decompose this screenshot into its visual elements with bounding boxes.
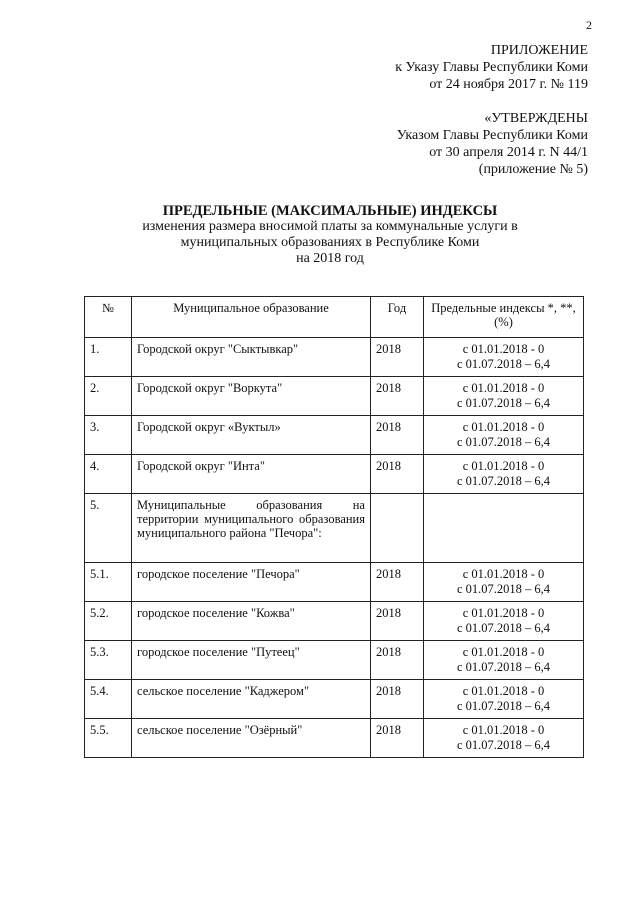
table-row	[85, 602, 584, 641]
row-num: 5.	[85, 494, 132, 563]
row-year: 2018	[371, 416, 424, 455]
header-num: №	[85, 297, 132, 338]
row-index	[424, 338, 584, 377]
index-from-jul: с 01.07.2018 – 6,4	[456, 435, 551, 449]
table-row	[85, 377, 584, 416]
row-year: 2018	[371, 641, 424, 680]
row-index	[424, 602, 584, 641]
row-index	[424, 719, 584, 758]
row-num: 5.1.	[85, 563, 132, 602]
index-from-jan: с 01.01.2018 - 0	[462, 381, 545, 395]
row-num: 4.	[85, 455, 132, 494]
row-index	[424, 416, 584, 455]
index-from-jul: с 01.07.2018 – 6,4	[456, 621, 551, 635]
header-index: Предельные индексы *, **, (%)	[424, 297, 584, 338]
index-from-jul: с 01.07.2018 – 6,4	[456, 738, 551, 752]
title-sub-1: изменения размера вносимой платы за коммунальные услуги в	[142, 219, 518, 234]
index-from-jul: с 01.07.2018 – 6,4	[456, 357, 551, 371]
row-municipality: городское поселение "Путеец"	[132, 641, 371, 680]
title-sub-2: муниципальных образованиях в Республике Коми	[180, 235, 480, 250]
approval-line-3: от 30 апреля 2014 г. N 44/1	[429, 145, 588, 160]
row-index	[424, 455, 584, 494]
index-from-jan: с 01.01.2018 - 0	[462, 459, 545, 473]
approval-header	[397, 110, 588, 178]
approval-line-1: «УТВЕРЖДЕНЫ	[484, 111, 588, 126]
index-from-jan: с 01.01.2018 - 0	[462, 420, 545, 434]
row-num: 5.2.	[85, 602, 132, 641]
row-index	[424, 377, 584, 416]
table-row	[85, 455, 584, 494]
index-from-jan: с 01.01.2018 - 0	[462, 567, 545, 581]
page-number: 2	[586, 18, 592, 32]
appendix-header	[395, 42, 588, 93]
table-row	[85, 416, 584, 455]
row-year: 2018	[371, 719, 424, 758]
row-num: 5.5.	[85, 719, 132, 758]
row-num: 5.4.	[85, 680, 132, 719]
index-from-jan: с 01.01.2018 - 0	[462, 684, 545, 698]
row-municipality: Городской округ «Вуктыл»	[132, 416, 371, 455]
row-num: 5.3.	[85, 641, 132, 680]
index-from-jul: с 01.07.2018 – 6,4	[456, 660, 551, 674]
row-municipality: городское поселение "Кожва"	[132, 602, 371, 641]
index-from-jan: с 01.01.2018 - 0	[462, 342, 545, 356]
row-year: 2018	[371, 338, 424, 377]
table-header-row	[85, 297, 584, 338]
title-sub-3: на 2018 год	[296, 251, 364, 266]
row-index	[424, 641, 584, 680]
table-row	[85, 563, 584, 602]
row-municipality: Городской округ "Инта"	[132, 455, 371, 494]
appendix-line-2: к Указу Главы Республики Коми	[395, 60, 588, 75]
row-num: 2.	[85, 377, 132, 416]
appendix-line-3: от 24 ноября 2017 г. № 119	[429, 77, 588, 92]
row-year: 2018	[371, 563, 424, 602]
row-year: 2018	[371, 602, 424, 641]
table-row	[85, 338, 584, 377]
appendix-line-1: ПРИЛОЖЕНИЕ	[490, 43, 588, 58]
header-municipality: Муниципальное образование	[132, 297, 371, 338]
row-index	[424, 494, 584, 563]
row-index	[424, 680, 584, 719]
index-from-jul: с 01.07.2018 – 6,4	[456, 396, 551, 410]
header-year: Год	[371, 297, 424, 338]
index-from-jan: с 01.01.2018 - 0	[462, 645, 545, 659]
table-row	[85, 680, 584, 719]
row-municipality: Городской округ "Сыктывкар"	[132, 338, 371, 377]
index-from-jan: с 01.01.2018 - 0	[462, 606, 545, 620]
row-year: 2018	[371, 377, 424, 416]
approval-line-2: Указом Главы Республики Коми	[396, 128, 588, 143]
title-main: ПРЕДЕЛЬНЫЕ (МАКСИМАЛЬНЫЕ) ИНДЕКСЫ	[162, 203, 498, 219]
row-year: 2018	[371, 455, 424, 494]
document-title	[60, 203, 600, 267]
row-num: 1.	[85, 338, 132, 377]
index-from-jan: с 01.01.2018 - 0	[462, 723, 545, 737]
table-row	[85, 719, 584, 758]
row-municipality: городское поселение "Печора"	[132, 563, 371, 602]
row-municipality: сельское поселение "Каджером"	[132, 680, 371, 719]
table-row	[85, 641, 584, 680]
index-from-jul: с 01.07.2018 – 6,4	[456, 474, 551, 488]
approval-line-4: (приложение № 5)	[478, 162, 588, 177]
row-index	[424, 563, 584, 602]
row-municipality: сельское поселение "Озёрный"	[132, 719, 371, 758]
row-num: 3.	[85, 416, 132, 455]
table-row	[85, 494, 584, 563]
row-year	[371, 494, 424, 563]
indices-table	[84, 296, 584, 758]
row-municipality: Муниципальные образования на территории муниципального образования муниципального района "Печора":	[132, 494, 371, 563]
row-municipality: Городской округ "Воркута"	[132, 377, 371, 416]
index-from-jul: с 01.07.2018 – 6,4	[456, 699, 551, 713]
index-from-jul: с 01.07.2018 – 6,4	[456, 582, 551, 596]
row-year: 2018	[371, 680, 424, 719]
